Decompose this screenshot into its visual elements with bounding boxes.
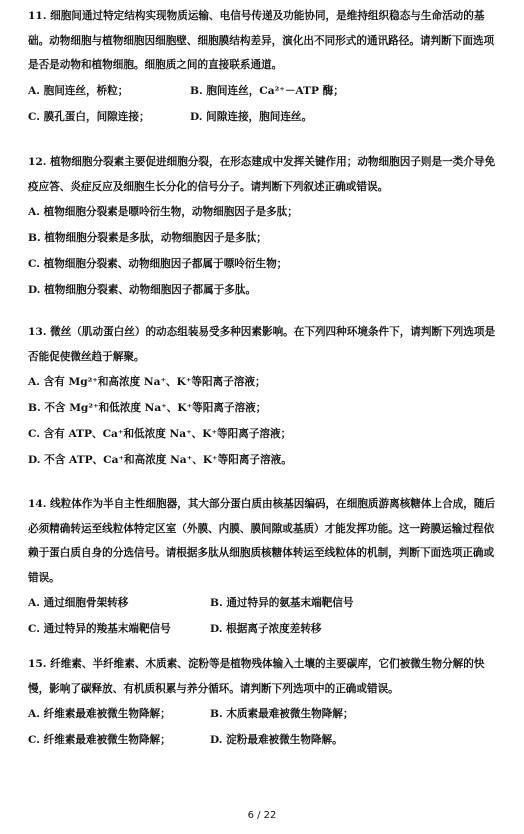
option-a: A. 植物细胞分裂素是嘌呤衍生物，动物细胞因子是多肽；: [28, 206, 298, 218]
option-c: C. 含有 ATP、Ca⁺和低浓度 Na⁺、K⁺等阳离子溶液；: [28, 428, 292, 440]
option-d: D. 间隙连接，胞间连丝。: [190, 110, 313, 123]
question-stem: 12. 植物细胞分裂素主要促进细胞分裂，在形态建成中发挥关键作用；动物细胞因子则是一类介导免疫应答、炎症反应及细胞生长分化的信号分子。请判断下列叙述正确或错误。: [28, 156, 496, 193]
question-11: [28, 4, 498, 130]
option-b: B. 通过特异的氨基末端靶信号: [210, 597, 354, 609]
option-c: C. 纤维素最难被微生物降解；: [28, 734, 171, 746]
option-a: A. 含有 Mg²⁺和高浓度 Na⁺、K⁺等阳离子溶液；: [28, 376, 266, 388]
option-row: [28, 395, 498, 421]
question-12: [28, 150, 498, 303]
option-d: D. 不含 ATP、Ca⁺和高浓度 Na⁺、K⁺等阳离子溶液。: [28, 454, 292, 466]
option-row: [28, 225, 498, 251]
option-d: D. 植物细胞分裂素、动物细胞因子都属于多肽。: [28, 284, 257, 296]
option-row: [28, 277, 498, 303]
option-d: D. 淀粉最难被微生物降解。: [210, 734, 343, 746]
option-b: B. 不含 Mg²⁺和低浓度 Na⁺、K⁺等阳离子溶液；: [28, 402, 267, 414]
question-stem: 11. 细胞间通过特定结构实现物质运输、电信号传递及功能协同，是维持组织稳态与生命活动的基础。动物细胞与植物细胞因细胞壁、细胞膜结构差异，演化出不同形式的通讯路径。请判断下面选项是否是动物和植物细胞。细胞质之间的直接联系通道。: [28, 10, 495, 71]
option-row: [28, 421, 498, 447]
option-a: A. 胞间连丝，桥粒；: [28, 84, 129, 97]
option-a: A. 纤维素最难被微生物降解；: [28, 708, 171, 720]
option-b: B. 胞间连丝，Ca²⁺－ATP 酶；: [190, 84, 344, 97]
option-row: [28, 590, 498, 616]
question-stem: 13. 微丝（肌动蛋白丝）的动态组装易受多种因素影响。在下列四种环境条件下，请判断下列选项是否能促使微丝趋于解聚。: [28, 326, 496, 363]
question-15: [28, 652, 498, 753]
option-c: C. 通过特异的羧基末端靶信号: [28, 623, 171, 635]
option-c: C. 植物细胞分裂素、动物细胞因子都属于嘌呤衍生物；: [28, 258, 288, 270]
option-row: [28, 369, 498, 395]
option-c: C. 膜孔蛋白，间隙连接；: [28, 110, 150, 123]
option-row: [28, 447, 498, 473]
option-b: B. 木质素最难被微生物降解；: [210, 708, 354, 720]
page-number: 6 / 22: [247, 810, 277, 821]
option-row: [28, 199, 498, 225]
option-d: D. 根据离子浓度差转移: [210, 623, 322, 635]
option-row: [28, 104, 498, 130]
question-13: [28, 320, 498, 473]
question-stem: 15. 纤维素、半纤维素、木质素、淀粉等是植物残体输入土壤的主要碳库，它们被微生物分解的快慢，影响了碳释放、有机质积累与养分循环。请判断下列选项中的正确或错误。: [28, 658, 485, 695]
option-row: [28, 251, 498, 277]
option-row: [28, 701, 498, 727]
option-a: A. 通过细胞骨架转移: [28, 597, 129, 609]
option-row: [28, 78, 498, 104]
option-b: B. 植物细胞分裂素是多肽，动物细胞因子是多肽；: [28, 232, 267, 244]
question-14: [28, 492, 498, 642]
option-row: [28, 727, 498, 753]
option-row: [28, 616, 498, 642]
question-stem: 14. 线粒体作为半自主性细胞器，其大部分蛋白质由核基因编码，在细胞质游离核糖体上合成，随后必须精确转运至线粒体特定区室（外膜、内膜、膜间隙或基质）才能发挥功能。这一跨膜运输过程依赖于蛋白质自身的分选信号。请根据多肽从细胞质核糖体转运至线粒体的机制，判断下面选项正确或错误。: [28, 498, 496, 584]
